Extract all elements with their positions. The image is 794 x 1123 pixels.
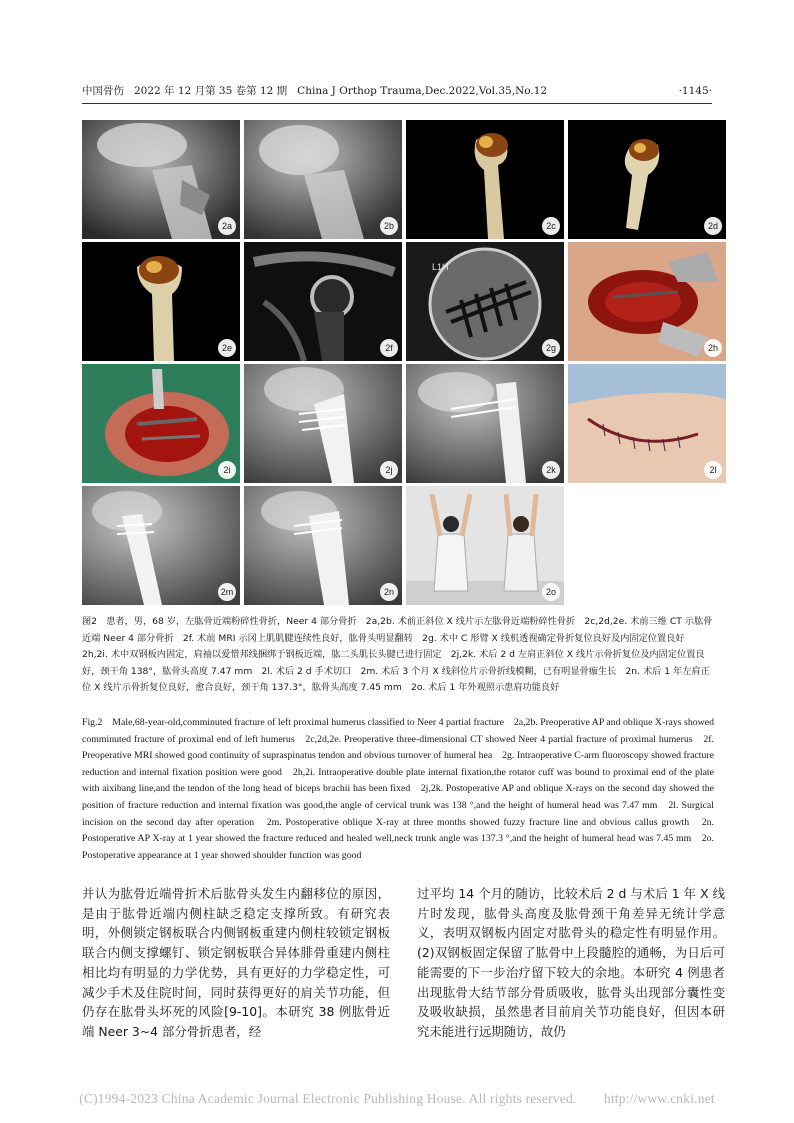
carm-overlay-text: L1H: [432, 262, 449, 272]
body-text-left-column: 并认为肱骨近端骨折术后肱骨头发生内翻移位的原因，是由于肱骨近端内侧柱缺乏稳定支撑所致。有研究表明，外侧锁定钢板联合内侧钢板重建内侧柱较锁定钢板联合内侧支撑螺钉、锁定钢板联合异体腓骨重建内侧柱相比均有明显的力学优势，具有更好的力学稳定性，可减少手术及住院时间，同时获得更好的肩关节功能，但仍存在肱骨头坏死的风险[9-10]。本研究 38 例肱骨近端 Neer 3~4 部分骨折患者，经: [82, 886, 390, 1039]
header-rule: [82, 103, 712, 104]
panel-label: 2b: [380, 217, 398, 235]
copyright-footer: (C)1994-2023 China Academic Journal Electronic Publishing House. All rights reserved. http://www.cnki.net: [79, 1091, 715, 1106]
incision-photo: [568, 364, 726, 483]
patient-photo: [406, 486, 564, 605]
issue-cn: 2022 年 12 月第 35 卷第 12 期: [134, 85, 288, 97]
carm-fluoro-image: [406, 242, 564, 361]
panel-label: 2g: [542, 339, 560, 357]
panel-2i: [82, 364, 240, 483]
panel-label: 2i: [218, 461, 236, 479]
panel-label: 2n: [380, 583, 398, 601]
figure-caption-cn: 图2 患者，男，68 岁，左肱骨近端粉碎性骨折，Neer 4 部分骨折 2a,2b. 术前正斜位 X 线片示左肱骨近端粉碎性骨折 2c,2d,2e. 术前三维 CT 示肱骨近端 Neer 4 部分骨折 2f. 术前 MRI 示冈上肌肌腱连续性良好，肱骨头明显翻转 2g. 术中 C 形臂 X 线机透视确定骨折复位良好及内固定位置良好 2h,2i. 术中双钢板内固定，肩袖以爱惜邦线捆绑于钢板近端，肱二头肌长头腱已进行固定 2j,2k. 术后 2 d 左肩正斜位 X 线片示骨折复位及内固定位置良好，颈干角 138°，肱骨头高度 7.47 mm 2l. 术后 2 d 手术切口 2m. 术后 3 个月 X 线斜位片示骨折线模糊，已有明显骨痂生长 2n. 术后 1 年左肩正位 X 线片示骨折复位良好，愈合良好，颈干角 137.3°，肱骨头高度 7.45 mm 2o. 术后 1 年外观照示患肩功能良好: [82, 616, 713, 694]
panel-label: 2f: [380, 339, 398, 357]
panel-2b: [244, 120, 402, 239]
ct-3d-image: [406, 120, 564, 239]
panel-label: 2o: [542, 583, 560, 601]
panel-label: 2e: [218, 339, 236, 357]
panel-label: 2j: [380, 461, 398, 479]
panel-2n: [244, 486, 402, 605]
body-text-right-column: 过平均 14 个月的随访，比较术后 2 d 与术后 1 年 X 线片时发现，肱骨头高度及肱骨颈干角差异无统计学意义，表明双钢板内固定对肱骨头的稳定性有明显作用。(2)双钢板固定保留了肱骨中上段髓腔的通畅，为日后可能需要的下一步治疗留下较大的余地。本研究 4 例患者出现肱骨大结节部分骨质吸收，肱骨头出现部分囊性变及吸收缺损，虽然患者目前肩关节功能良好，但因本研究未能进行远期随访，故仍: [417, 886, 725, 1039]
ct-3d-image: [82, 242, 240, 361]
surgery-photo: [568, 242, 726, 361]
xray-image: [244, 120, 402, 239]
panel-2a: [82, 120, 240, 239]
panel-2j: [244, 364, 402, 483]
panel-2l: [568, 364, 726, 483]
running-header: [82, 82, 712, 100]
journal-en: China J Orthop Trauma,Dec.2022,Vol.35,No.12: [297, 85, 548, 97]
postop-xray-image: [406, 364, 564, 483]
panel-2c: [406, 120, 564, 239]
postop-xray-image: [82, 486, 240, 605]
panel-2k: [406, 364, 564, 483]
figure-grid: [82, 120, 726, 605]
panel-2o: [406, 486, 564, 605]
panel-2g: [406, 242, 564, 361]
panel-label: 2a: [218, 217, 236, 235]
postop-xray-image: [244, 364, 402, 483]
panel-label: 2k: [542, 461, 560, 479]
ct-3d-image: [568, 120, 726, 239]
surgery-photo: [82, 364, 240, 483]
panel-label: 2m: [218, 583, 236, 601]
panel-label: 2c: [542, 217, 560, 235]
panel-2d: [568, 120, 726, 239]
panel-2e: [82, 242, 240, 361]
panel-label: 2h: [704, 339, 722, 357]
panel-2f: [244, 242, 402, 361]
empty-cell: [568, 486, 726, 605]
panel-label: 2l: [704, 461, 722, 479]
panel-2h: [568, 242, 726, 361]
figure-caption-en: Fig.2 Male,68-year-old,comminuted fracture of left proximal humerus classified to Neer 4 partial fracture 2a,2b. Preoperative AP and oblique X-rays showed comminuted fracture of proximal end of left humerus 2c,2d,2e. Preoperative three-dimensional CT showed Neer 4 partial fracture of proximal humerus 2f. Preoperative MRI showed good continuity of supraspinatus tendon and obvious turnover of humeral hea 2g. Intraoperative C-arm fluoroscopy showed fracture reduction and internal fixation position were good 2h,2i. Intraoperative double plate internal fixation,the rotator cuff was bound to proximal end of the plate with aixibang line,and the tendon of the long head of biceps brachii has been fixed 2j,2k. Postoperative AP and oblique X-rays on the second day showed the position of fracture reduction and internal fixation was good,the angle of cervical trunk was 138 °,and the height of humeral head was 7.47 mm 2l. Surgical incision on the second day after operation 2m. Postoperative oblique X-ray at three months showed fuzzy fracture line and obvious callus growth 2n. Postoperative AP X-ray at 1 year showed the fracture reduced and healed well,neck trunk angle was 137.3 °,and the height of humeral head was 7.45 mm 2o. Postoperative appearance at 1 year showed shoulder function was good: [82, 717, 714, 861]
mri-image: [244, 242, 402, 361]
header-left: [82, 82, 557, 100]
panel-2m: [82, 486, 240, 605]
journal-cn: 中国骨伤: [82, 85, 124, 97]
panel-label: 2d: [704, 217, 722, 235]
page-number: ·1145·: [678, 85, 712, 97]
postop-xray-image: [244, 486, 402, 605]
xray-image: [82, 120, 240, 239]
